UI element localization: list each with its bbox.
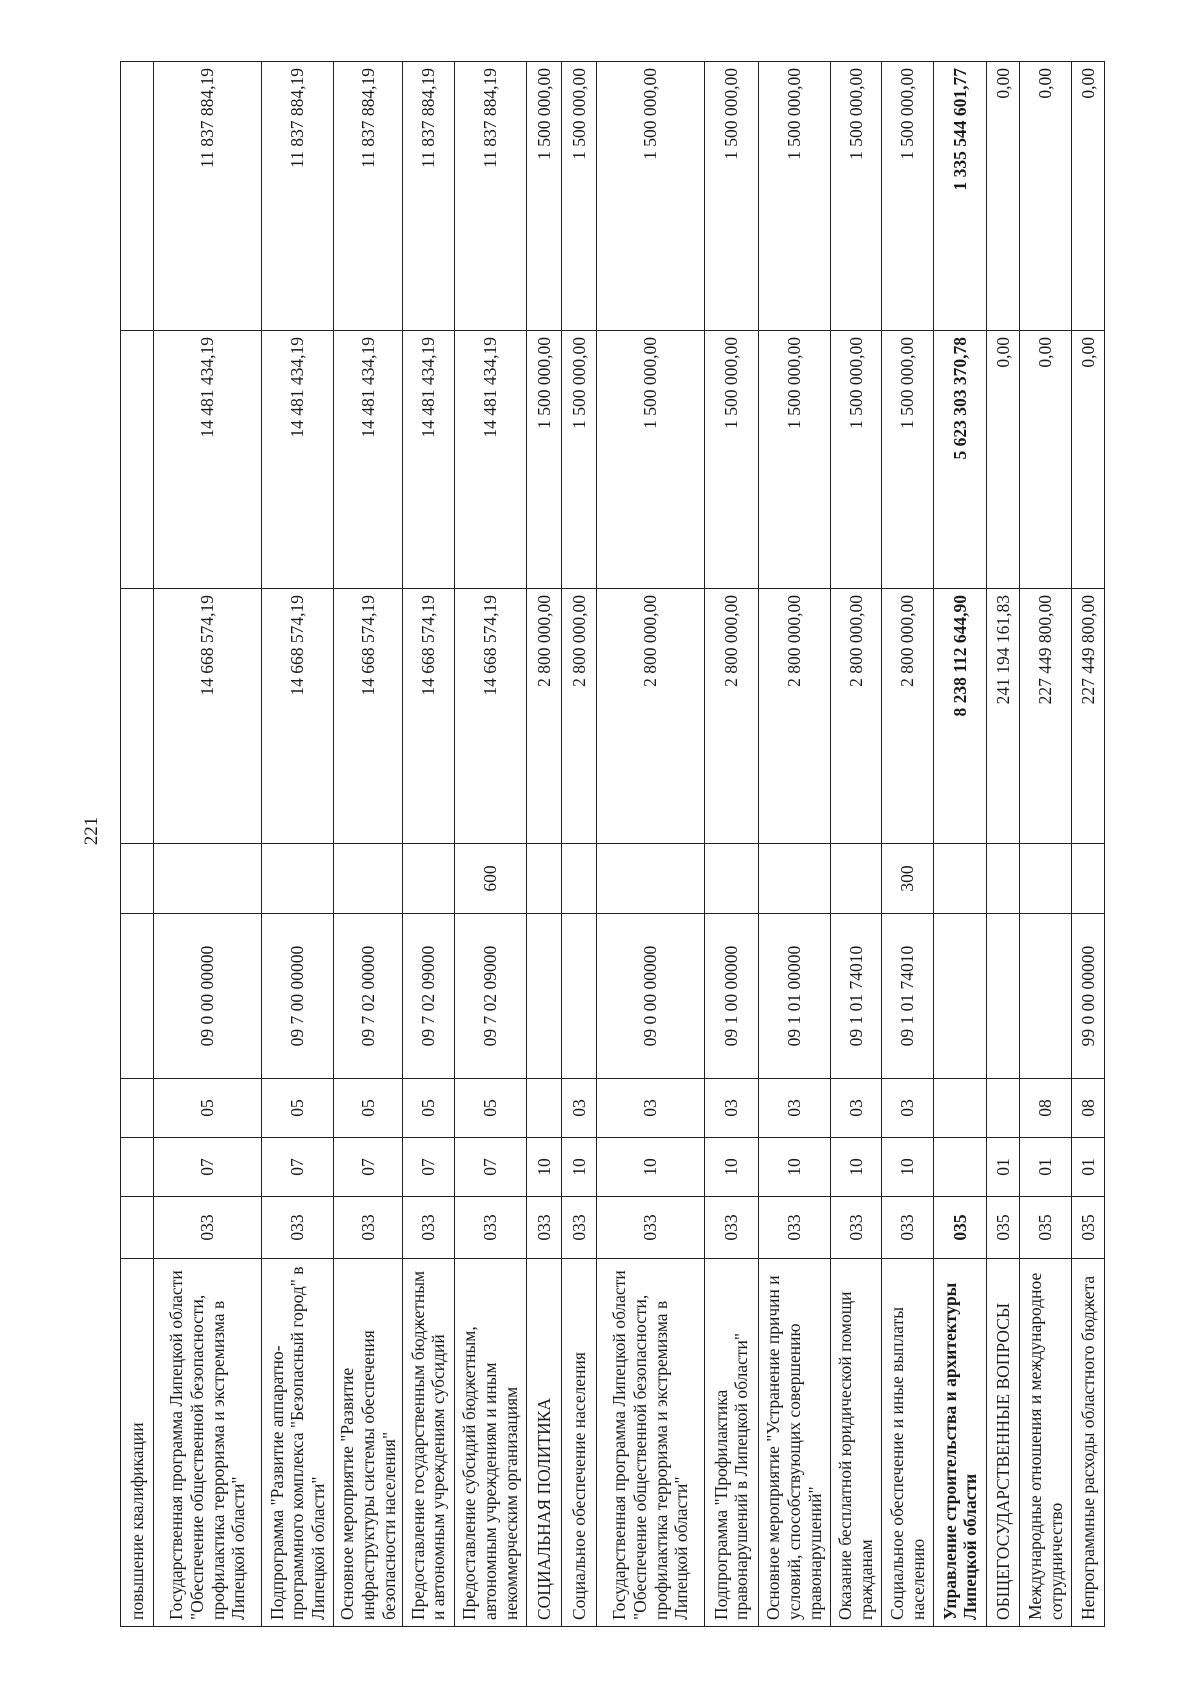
table-row <box>121 62 154 1627</box>
row-expense-type-code: 600 <box>454 844 526 914</box>
row-name: повышение квалификации <box>121 1259 154 1627</box>
row-ved-code: 033 <box>262 1197 334 1259</box>
budget-table <box>120 61 1105 1627</box>
row-target-article-code: 09 7 02 09000 <box>454 914 526 1079</box>
row-expense-type-code <box>334 844 403 914</box>
row-expense-type-code <box>1020 844 1072 914</box>
table-row <box>758 62 830 1627</box>
row-amount-1: 2 800 000,00 <box>882 589 934 844</box>
row-expense-type-code <box>830 844 882 914</box>
row-amount-1: 8 238 112 644,90 <box>933 589 987 844</box>
row-amount-1: 2 800 000,00 <box>830 589 882 844</box>
row-section-code: 01 <box>1071 1138 1104 1197</box>
row-target-article-code <box>987 914 1020 1079</box>
row-name: СОЦИАЛЬНАЯ ПОЛИТИКА <box>526 1259 561 1627</box>
row-section-code: 10 <box>526 1138 561 1197</box>
row-amount-1: 241 194 161,83 <box>987 589 1020 844</box>
row-amount-1: 14 668 574,19 <box>454 589 526 844</box>
row-target-article-code: 09 1 01 00000 <box>758 914 830 1079</box>
row-amount-3: 11 837 884,19 <box>454 62 526 331</box>
row-amount-3: 1 500 000,00 <box>705 62 759 331</box>
row-expense-type-code <box>153 844 261 914</box>
table-row <box>1071 62 1104 1627</box>
row-amount-3: 11 837 884,19 <box>262 62 334 331</box>
row-ved-code: 033 <box>403 1197 455 1259</box>
row-section-code: 07 <box>334 1138 403 1197</box>
row-ved-code: 035 <box>987 1197 1020 1259</box>
row-amount-2: 0,00 <box>1071 331 1104 589</box>
row-name: Государственная программа Липецкой области "Обеспечение общественной безопасности, профилактика терроризма и экстремизма в Липецкой области" <box>153 1259 261 1627</box>
row-amount-3: 1 500 000,00 <box>561 62 596 331</box>
row-ved-code: 035 <box>933 1197 987 1259</box>
row-ved-code: 033 <box>334 1197 403 1259</box>
row-subsection-code: 03 <box>561 1079 596 1138</box>
row-amount-1: 2 800 000,00 <box>596 589 704 844</box>
row-target-article-code <box>526 914 561 1079</box>
row-section-code <box>933 1138 987 1197</box>
row-name: Предоставление субсидий бюджетным, автономным учреждениям и иным некоммерческим организациям <box>454 1259 526 1627</box>
row-section-code: 10 <box>882 1138 934 1197</box>
row-amount-2: 14 481 434,19 <box>334 331 403 589</box>
row-ved-code <box>121 1197 154 1259</box>
row-subsection-code <box>933 1079 987 1138</box>
row-expense-type-code <box>121 844 154 914</box>
row-section-code: 10 <box>830 1138 882 1197</box>
row-ved-code: 033 <box>454 1197 526 1259</box>
table-row <box>262 62 334 1627</box>
row-subsection-code: 03 <box>758 1079 830 1138</box>
table-row <box>403 62 455 1627</box>
row-ved-code: 035 <box>1071 1197 1104 1259</box>
row-amount-2: 1 500 000,00 <box>830 331 882 589</box>
row-amount-3: 1 500 000,00 <box>596 62 704 331</box>
row-ved-code: 033 <box>596 1197 704 1259</box>
row-name: Подпрограмма "Профилактика правонарушений в Липецкой области" <box>705 1259 759 1627</box>
row-expense-type-code <box>705 844 759 914</box>
row-amount-2: 1 500 000,00 <box>758 331 830 589</box>
row-amount-2: 5 623 303 370,78 <box>933 331 987 589</box>
row-amount-1: 14 668 574,19 <box>403 589 455 844</box>
table-row <box>882 62 934 1627</box>
row-section-code: 10 <box>705 1138 759 1197</box>
row-name: Социальное обеспечение населения <box>561 1259 596 1627</box>
row-amount-2: 1 500 000,00 <box>882 331 934 589</box>
row-amount-1: 2 800 000,00 <box>758 589 830 844</box>
table-row <box>334 62 403 1627</box>
row-amount-3: 1 500 000,00 <box>830 62 882 331</box>
row-ved-code: 033 <box>526 1197 561 1259</box>
table-row <box>454 62 526 1627</box>
row-expense-type-code <box>526 844 561 914</box>
row-expense-type-code <box>758 844 830 914</box>
row-amount-3: 11 837 884,19 <box>334 62 403 331</box>
row-subsection-code: 05 <box>262 1079 334 1138</box>
table-row <box>987 62 1020 1627</box>
row-target-article-code: 09 7 02 09000 <box>403 914 455 1079</box>
row-ved-code: 033 <box>830 1197 882 1259</box>
row-subsection-code <box>121 1079 154 1138</box>
table-row <box>830 62 882 1627</box>
table-row <box>933 62 987 1627</box>
row-ved-code: 033 <box>882 1197 934 1259</box>
row-section-code: 07 <box>153 1138 261 1197</box>
row-ved-code: 033 <box>758 1197 830 1259</box>
row-amount-2: 1 500 000,00 <box>596 331 704 589</box>
row-target-article-code: 09 0 00 00000 <box>153 914 261 1079</box>
row-expense-type-code <box>403 844 455 914</box>
row-target-article-code <box>561 914 596 1079</box>
row-section-code: 10 <box>758 1138 830 1197</box>
row-amount-3: 11 837 884,19 <box>153 62 261 331</box>
row-amount-3: 1 500 000,00 <box>526 62 561 331</box>
row-expense-type-code <box>987 844 1020 914</box>
row-amount-1: 2 800 000,00 <box>705 589 759 844</box>
row-name: Непрограммные расходы областного бюджета <box>1071 1259 1104 1627</box>
row-expense-type-code <box>596 844 704 914</box>
row-target-article-code: 99 0 00 00000 <box>1071 914 1104 1079</box>
table-row <box>1020 62 1072 1627</box>
row-amount-3: 0,00 <box>1071 62 1104 331</box>
row-subsection-code <box>987 1079 1020 1138</box>
table-row <box>596 62 704 1627</box>
row-target-article-code: 09 1 00 00000 <box>705 914 759 1079</box>
row-section-code: 10 <box>561 1138 596 1197</box>
row-section-code: 07 <box>262 1138 334 1197</box>
row-subsection-code: 05 <box>153 1079 261 1138</box>
row-name: Государственная программа Липецкой области "Обеспечение общественной безопасности, профилактика терроризма и экстремизма в Липецкой области" <box>596 1259 704 1627</box>
row-target-article-code: 09 1 01 74010 <box>830 914 882 1079</box>
row-amount-2: 1 500 000,00 <box>526 331 561 589</box>
row-amount-2: 0,00 <box>1020 331 1072 589</box>
row-amount-1 <box>121 589 154 844</box>
row-subsection-code: 08 <box>1020 1079 1072 1138</box>
row-name: ОБЩЕГОСУДАРСТВЕННЫЕ ВОПРОСЫ <box>987 1259 1020 1627</box>
row-amount-2: 14 481 434,19 <box>262 331 334 589</box>
row-subsection-code: 05 <box>403 1079 455 1138</box>
row-expense-type-code: 300 <box>882 844 934 914</box>
row-amount-2: 14 481 434,19 <box>454 331 526 589</box>
row-amount-1: 2 800 000,00 <box>561 589 596 844</box>
row-ved-code: 033 <box>705 1197 759 1259</box>
row-section-code: 07 <box>454 1138 526 1197</box>
row-ved-code: 035 <box>1020 1197 1072 1259</box>
row-expense-type-code <box>561 844 596 914</box>
row-subsection-code: 03 <box>596 1079 704 1138</box>
row-target-article-code: 09 0 00 00000 <box>596 914 704 1079</box>
row-amount-2 <box>121 331 154 589</box>
row-amount-3: 1 500 000,00 <box>882 62 934 331</box>
row-subsection-code: 08 <box>1071 1079 1104 1138</box>
row-ved-code: 033 <box>153 1197 261 1259</box>
row-expense-type-code <box>262 844 334 914</box>
row-name: Международные отношения и международное сотрудничество <box>1020 1259 1072 1627</box>
row-subsection-code: 03 <box>830 1079 882 1138</box>
row-target-article-code: 09 1 01 74010 <box>882 914 934 1079</box>
table-row <box>705 62 759 1627</box>
rotated-table-container <box>120 62 1105 1627</box>
row-ved-code: 033 <box>561 1197 596 1259</box>
row-name: Подпрограмма "Развитие аппаратно-программного комплекса "Безопасный город" в Липецкой области" <box>262 1259 334 1627</box>
row-amount-3: 0,00 <box>987 62 1020 331</box>
table-row <box>561 62 596 1627</box>
row-name: Основное мероприятие "Развитие инфраструктуры системы обеспечения безопасности населения" <box>334 1259 403 1627</box>
row-target-article-code: 09 7 00 00000 <box>262 914 334 1079</box>
row-expense-type-code <box>1071 844 1104 914</box>
row-subsection-code: 05 <box>334 1079 403 1138</box>
row-name: Оказание бесплатной юридической помощи гражданам <box>830 1259 882 1627</box>
row-subsection-code <box>526 1079 561 1138</box>
row-amount-3: 0,00 <box>1020 62 1072 331</box>
row-amount-2: 1 500 000,00 <box>561 331 596 589</box>
table-row <box>153 62 261 1627</box>
row-name: Основное мероприятие "Устранение причин и условий, способствующих совершению правонарушений" <box>758 1259 830 1627</box>
row-amount-1: 14 668 574,19 <box>153 589 261 844</box>
row-section-code: 07 <box>403 1138 455 1197</box>
row-amount-1: 14 668 574,19 <box>262 589 334 844</box>
row-subsection-code: 05 <box>454 1079 526 1138</box>
row-amount-2: 14 481 434,19 <box>153 331 261 589</box>
row-subsection-code: 03 <box>705 1079 759 1138</box>
row-name: Предоставление государственным бюджетным и автономным учреждениям субсидий <box>403 1259 455 1627</box>
row-amount-1: 14 668 574,19 <box>334 589 403 844</box>
row-target-article-code <box>121 914 154 1079</box>
row-amount-3: 11 837 884,19 <box>403 62 455 331</box>
row-amount-3: 1 335 544 601,77 <box>933 62 987 331</box>
row-subsection-code: 03 <box>882 1079 934 1138</box>
row-amount-1: 227 449 800,00 <box>1020 589 1072 844</box>
page-number: 221 <box>81 816 102 846</box>
row-amount-2: 1 500 000,00 <box>705 331 759 589</box>
row-amount-2: 14 481 434,19 <box>403 331 455 589</box>
row-expense-type-code <box>933 844 987 914</box>
row-section-code <box>121 1138 154 1197</box>
row-section-code: 01 <box>1020 1138 1072 1197</box>
table-row <box>526 62 561 1627</box>
row-amount-2: 0,00 <box>987 331 1020 589</box>
row-amount-3 <box>121 62 154 331</box>
row-section-code: 10 <box>596 1138 704 1197</box>
row-target-article-code: 09 7 02 00000 <box>334 914 403 1079</box>
row-amount-1: 2 800 000,00 <box>526 589 561 844</box>
row-amount-1: 227 449 800,00 <box>1071 589 1104 844</box>
row-target-article-code <box>933 914 987 1079</box>
row-name: Социальное обеспечение и иные выплаты населению <box>882 1259 934 1627</box>
row-target-article-code <box>1020 914 1072 1079</box>
row-section-code: 01 <box>987 1138 1020 1197</box>
row-amount-3: 1 500 000,00 <box>758 62 830 331</box>
row-name: Управление строительства и архитектуры Липецкой области <box>933 1259 987 1627</box>
